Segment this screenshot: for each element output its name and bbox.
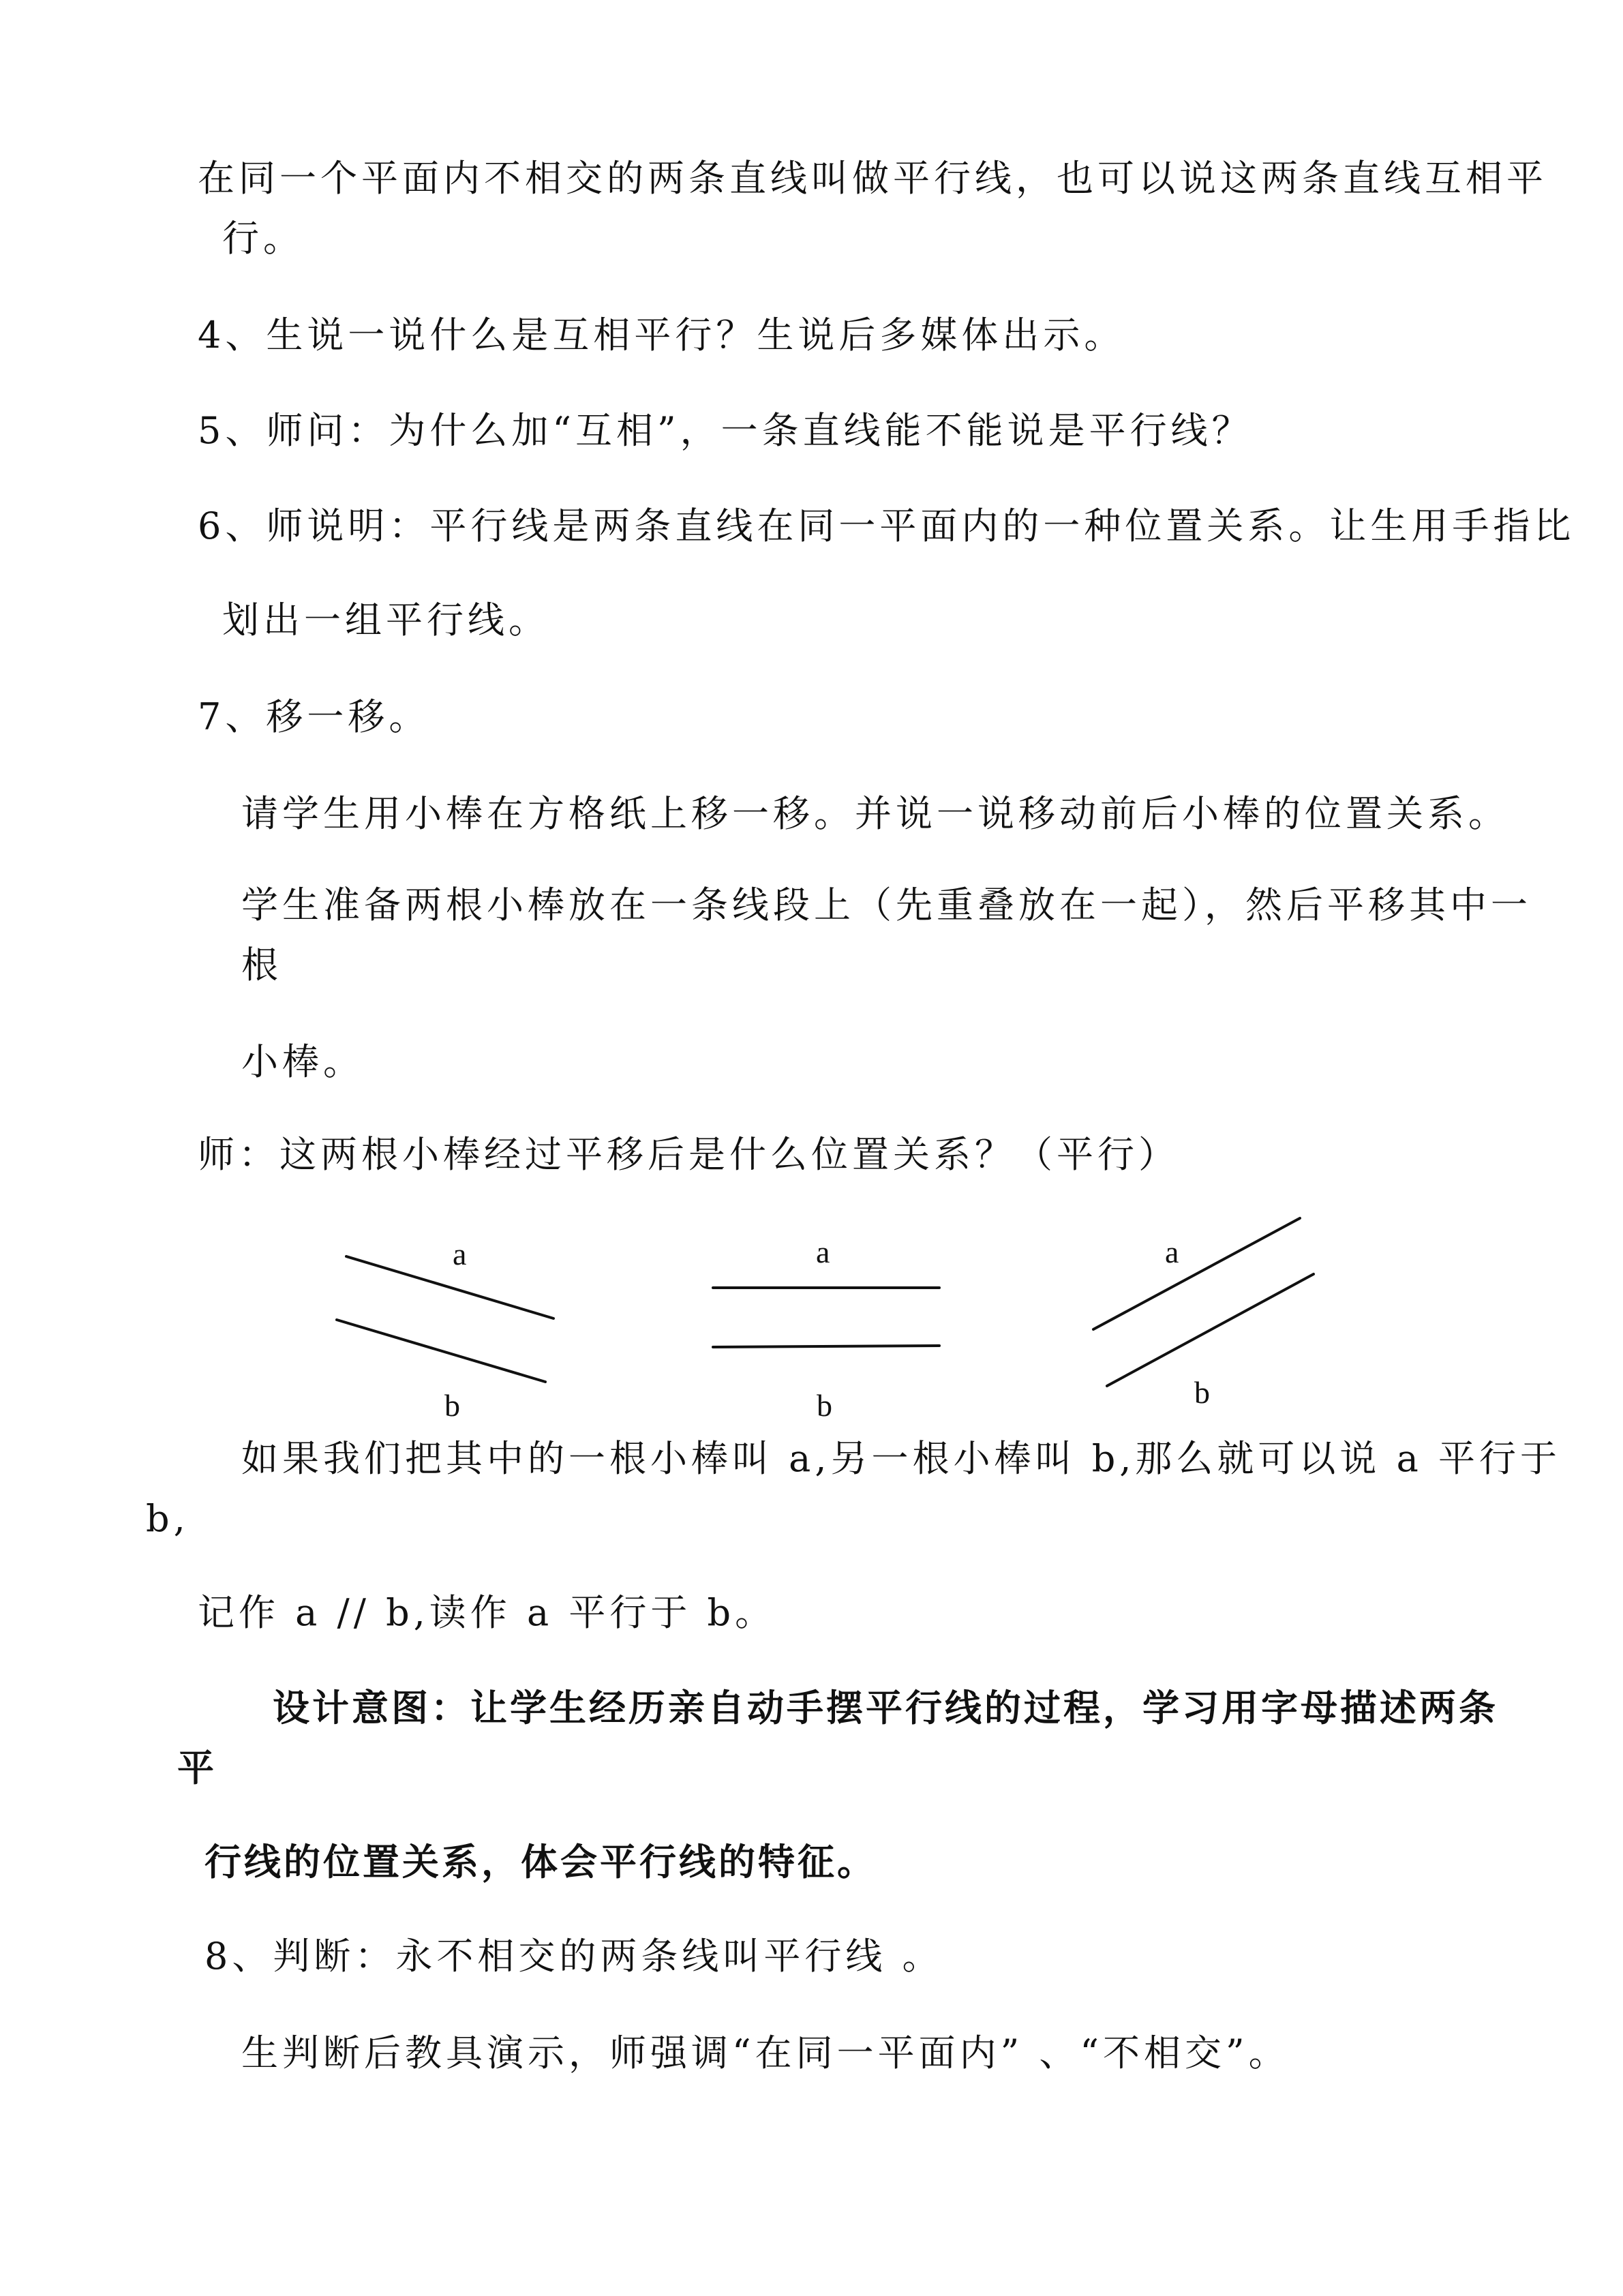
paragraph-naming-line2: b, <box>146 1497 189 1540</box>
design-intent-line1: 设计意图：让学生经历亲自动手摆平行线的过程，学习用字母描述两条 <box>273 1687 1498 1729</box>
pair1-label-a: a <box>453 1237 467 1271</box>
paragraph-step8: 8、判断：永不相交的两条线叫平行线 。 <box>204 1935 943 1978</box>
pair1-line-a <box>346 1256 553 1318</box>
paragraph-naming-line1: 如果我们把其中的一根小棒叫 a,另一根小棒叫 b,那么就可以说 a 平行于 <box>241 1437 1561 1480</box>
pair3-label-b: b <box>1194 1375 1210 1410</box>
pair2-label-a: a <box>816 1235 830 1269</box>
paragraph-step4: 4、生说一说什么是互相平行？生说后多媒体出示。 <box>198 314 1125 357</box>
pair1-line-b <box>337 1320 545 1382</box>
paragraph-step7-prepare-line1: 学生准备两根小棒放在一条线段上（先重叠放在一起），然后平移其中一 <box>241 883 1532 926</box>
paragraph-step5: 5、师问：为什么加“互相”，一条直线能不能说是平行线？ <box>198 409 1253 452</box>
paragraph-teacher-question: 师：这两根小棒经过平移后是什么位置关系？（平行） <box>198 1133 1179 1176</box>
paragraph-step6-line1: 6、师说明：平行线是两条直线在同一平面内的一种位置关系。让生用手指比 <box>198 504 1575 547</box>
paragraph-step6-line2: 划出一组平行线。 <box>222 599 549 641</box>
pair3-line-b <box>1107 1274 1314 1386</box>
paragraph-step7-prepare-line3: 小棒。 <box>241 1040 364 1083</box>
paragraph-step7-prepare-line2: 根 <box>241 943 282 986</box>
design-intent-line2: 平 <box>177 1747 217 1789</box>
paragraph-notation: 记作 a // b,读作 a 平行于 b。 <box>198 1591 776 1634</box>
paragraph-definition-line1: 在同一个平面内不相交的两条直线叫做平行线，也可以说这两条直线互相平 <box>198 157 1547 200</box>
paragraph-definition-line2: 行。 <box>222 217 304 260</box>
pair1-label-b: b <box>444 1388 460 1423</box>
pair3-line-a <box>1093 1218 1300 1329</box>
pair3-label-a: a <box>1165 1235 1179 1269</box>
pair2-label-b: b <box>817 1388 832 1423</box>
design-intent-line3: 行线的位置关系，体会平行线的特征。 <box>204 1841 877 1884</box>
paragraph-step7-instruction: 请学生用小棒在方格纸上移一移。并说一说移动前后小棒的位置关系。 <box>241 792 1509 835</box>
paragraph-step7: 7、移一移。 <box>198 695 430 738</box>
paragraph-step8-demo: 生判断后教具演示，师强调“在同一平面内” 、“不相交”。 <box>241 2031 1290 2074</box>
pair2-line-b <box>713 1346 939 1347</box>
